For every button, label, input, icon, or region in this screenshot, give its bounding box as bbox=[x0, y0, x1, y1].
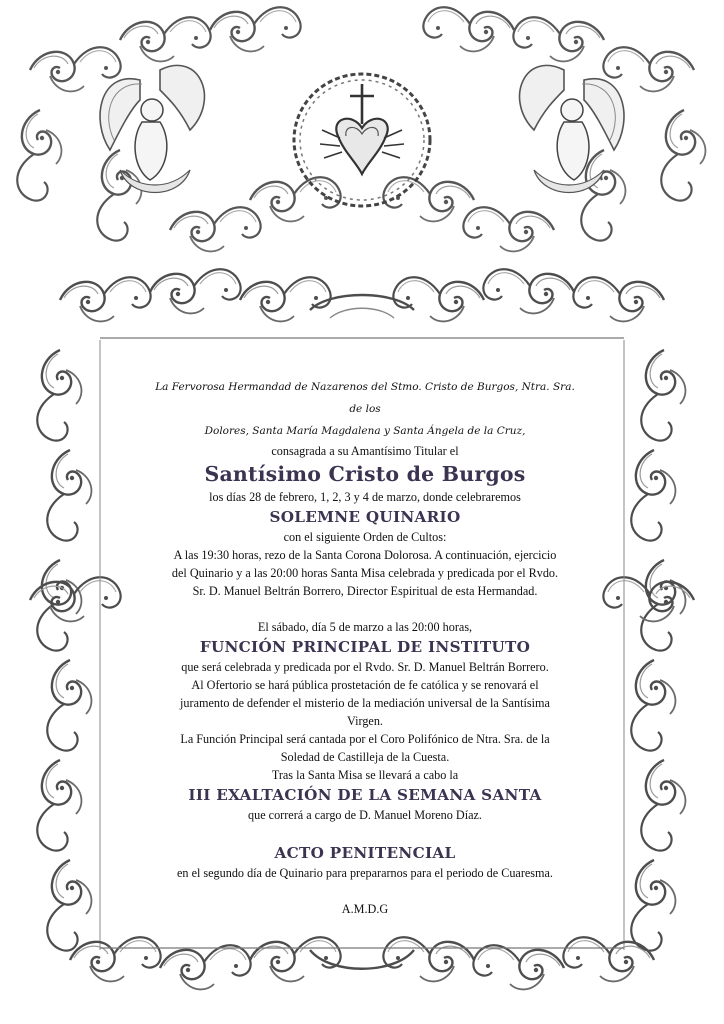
funcion-line: Virgen. bbox=[347, 714, 383, 728]
intro-line-2: Dolores, Santa María Magdalena y Santa Ángela de la Cruz, bbox=[204, 425, 526, 437]
quinario-line: A las 19:30 horas, rezo de la Santa Corona Dolorosa. A continuación, ejercicio bbox=[173, 548, 557, 562]
funcion-line: Soledad de Castilleja de la Cuesta. bbox=[280, 750, 450, 764]
intro-line-3: consagrada a su Amantísimo Titular el bbox=[271, 444, 459, 458]
sacred-heart-emblem bbox=[294, 74, 430, 206]
acto-line: en el segundo día de Quinario para prepararnos para el periodo de Cuaresma. bbox=[177, 866, 553, 880]
quinario-heading: SOLEMNE QUINARIO bbox=[269, 508, 461, 526]
funcion-line: juramento de defender el misterio de la mediación universal de la Santísima bbox=[180, 696, 550, 710]
quinario-line: con el siguiente Orden de Cultos: bbox=[283, 530, 447, 544]
funcion-line: La Función Principal será cantada por el Coro Polifónico de Ntra. Sra. de la bbox=[180, 732, 550, 746]
angel-right-illustration bbox=[520, 65, 624, 192]
closing-amdg: A.M.D.G bbox=[341, 902, 389, 916]
exaltacion-line: que correrá a cargo de D. Manuel Moreno Díaz. bbox=[248, 808, 482, 822]
announcement-text bbox=[150, 376, 580, 918]
angel-left-illustration bbox=[100, 65, 204, 192]
frame-top-border bbox=[60, 269, 664, 338]
funcion-line: que será celebrada y predicada por el Rvdo. Sr. D. Manuel Beltrán Borrero. bbox=[181, 660, 549, 674]
funcion-intro: El sábado, día 5 de marzo a las 20:00 horas, bbox=[257, 620, 473, 634]
dates-line: los días 28 de febrero, 1, 2, 3 y 4 de marzo, donde celebraremos bbox=[209, 490, 521, 504]
frame-right-border bbox=[603, 340, 694, 951]
frame-bottom-border bbox=[70, 937, 654, 989]
quinario-line: del Quinario y a las 20:00 horas Santa Misa celebrada y predicada por el Rvdo. bbox=[171, 566, 559, 580]
main-title: Santísimo Cristo de Burgos bbox=[204, 462, 526, 486]
exaltacion-heading: III EXALTACIÓN DE LA SEMANA SANTA bbox=[188, 786, 542, 804]
intro-line-1: La Fervorosa Hermandad de Nazarenos del Stmo. Cristo de Burgos, Ntra. Sra. de los bbox=[155, 381, 575, 415]
funcion-line: Tras la Santa Misa se llevará a cabo la bbox=[271, 768, 459, 782]
quinario-line: Sr. D. Manuel Beltrán Borrero, Director Espiritual de esta Hermandad. bbox=[192, 584, 538, 598]
funcion-line: Al Ofertorio se hará pública prostetación de fe católica y se renovará el bbox=[191, 678, 539, 692]
funcion-heading: FUNCIÓN PRINCIPAL DE INSTITUTO bbox=[199, 638, 531, 656]
frame-left-border bbox=[30, 340, 121, 951]
acto-heading: ACTO PENITENCIAL bbox=[274, 844, 456, 862]
